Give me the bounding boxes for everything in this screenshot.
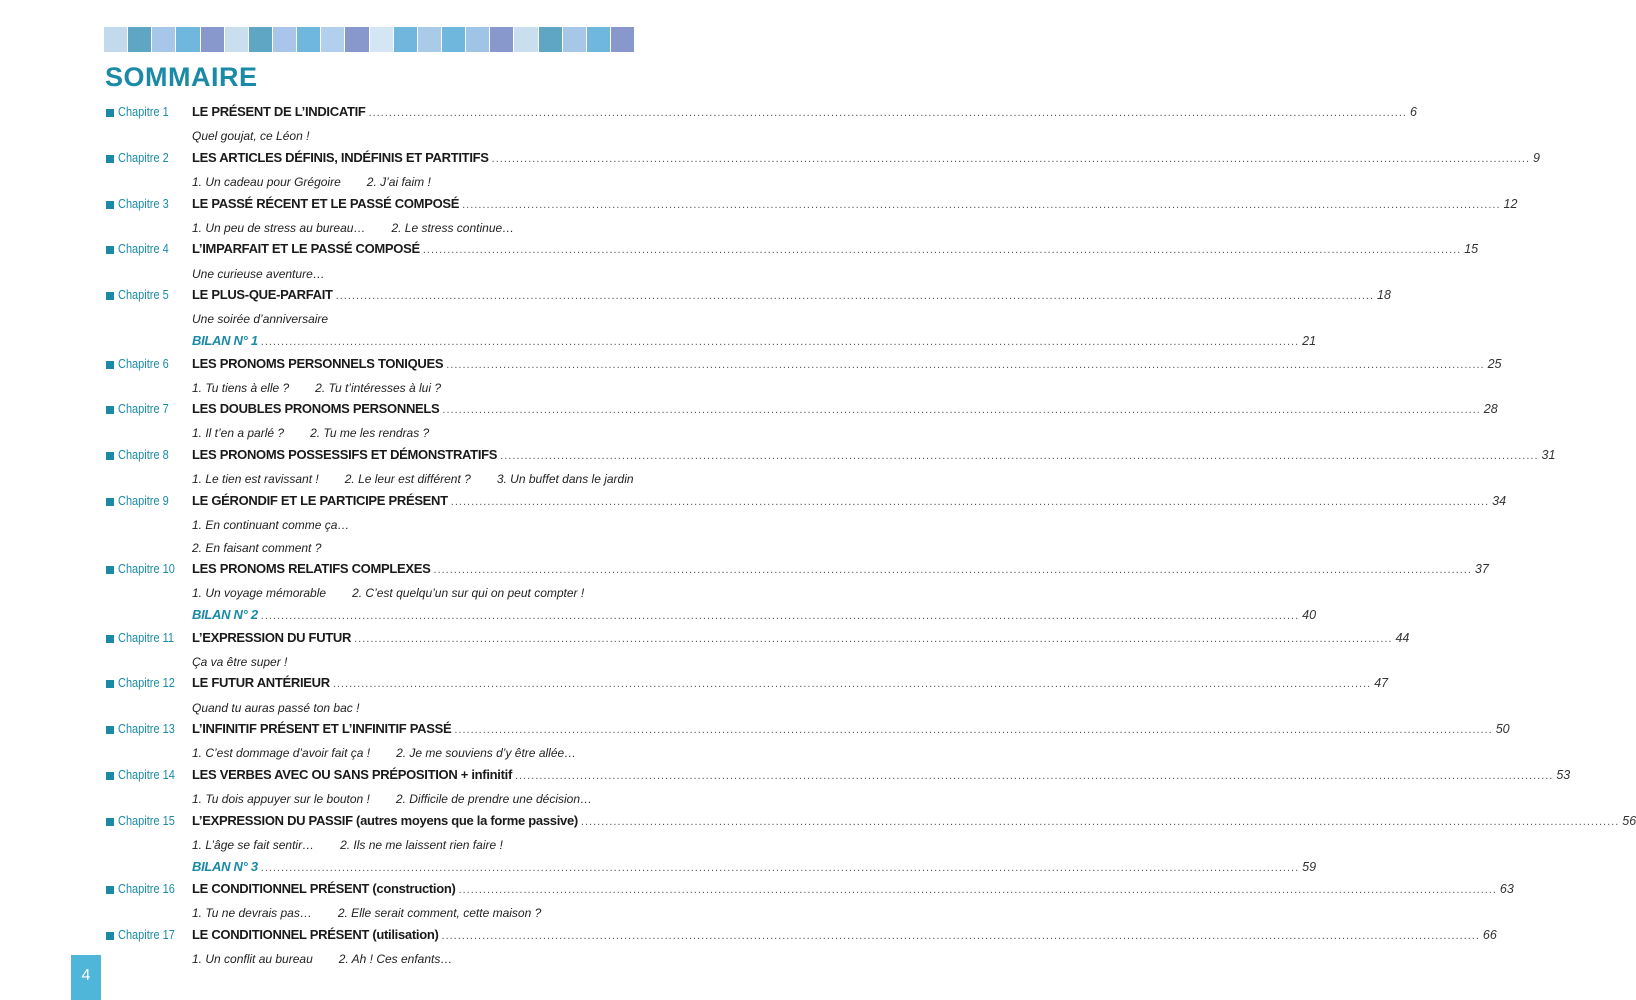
subtitle-group xyxy=(192,175,457,189)
toc-subtitle-row xyxy=(104,264,634,287)
strip-square xyxy=(418,27,441,52)
dot-leader: ................................................................................................................................................................................................................................................................ xyxy=(514,769,1554,782)
table-of-contents xyxy=(104,103,1636,972)
page-ref: 50 xyxy=(1495,722,1510,737)
lesson-subtitle: Quel goujat, ce Léon ! xyxy=(192,129,310,144)
lesson-subtitle: 2. J’ai faim ! xyxy=(366,174,431,189)
toc-chapter-row xyxy=(104,240,1479,263)
toc-entry-line[interactable] xyxy=(192,447,1556,463)
toc-chapter-row xyxy=(104,195,1518,218)
strip-square xyxy=(128,27,151,52)
dot-leader: ................................................................................................................................................................................................................................................................ xyxy=(458,884,1497,897)
strip-square xyxy=(297,27,320,52)
square-bullet-icon xyxy=(106,886,114,894)
lesson-subtitle: 2. Elle serait comment, cette maison ? xyxy=(337,906,542,921)
strip-square xyxy=(563,27,586,52)
bilan-title: BILAN N° 3 xyxy=(192,858,258,874)
toc-subtitle-row xyxy=(104,126,634,149)
strip-square xyxy=(345,27,368,52)
chapter-title: LE PLUS-QUE-PARFAIT xyxy=(192,287,333,303)
toc-bilan-row xyxy=(104,332,1317,355)
chapter-title: LES PRONOMS PERSONNELS TONIQUES xyxy=(192,355,444,371)
subtitle-group xyxy=(192,746,602,760)
square-bullet-icon xyxy=(106,635,114,643)
toc-chapter-row xyxy=(104,629,1410,652)
subtitle-group xyxy=(192,472,660,486)
toc-subtitle-row xyxy=(104,835,634,858)
subtitle-group xyxy=(192,426,455,440)
page-ref: 31 xyxy=(1541,448,1556,463)
toc-entry-line[interactable] xyxy=(192,675,1389,691)
square-bullet-icon xyxy=(106,361,114,369)
toc-subtitle-row xyxy=(104,469,634,492)
dot-leader: ................................................................................................................................................................................................................................................................ xyxy=(260,335,1300,348)
strip-square xyxy=(104,27,127,52)
strip-square xyxy=(201,27,224,52)
lesson-subtitle: 2. Le stress continue… xyxy=(391,220,515,235)
decorative-color-strip xyxy=(104,27,634,52)
page-ref: 66 xyxy=(1482,927,1497,942)
square-bullet-icon xyxy=(106,772,114,780)
square-bullet-icon xyxy=(106,680,114,688)
subtitle-group xyxy=(192,838,529,852)
toc-chapter-row xyxy=(104,400,1498,423)
strip-square xyxy=(466,27,489,52)
dot-leader: ................................................................................................................................................................................................................................................................ xyxy=(260,861,1300,874)
page-ref: 44 xyxy=(1395,630,1410,645)
dot-leader: ................................................................................................................................................................................................................................................................ xyxy=(580,815,1620,828)
toc-subtitle-row xyxy=(104,515,634,538)
toc-entry-line[interactable] xyxy=(192,149,1540,165)
square-bullet-icon xyxy=(106,406,114,414)
dot-leader: ................................................................................................................................................................................................................................................................ xyxy=(462,198,1501,211)
toc-subtitle-row xyxy=(104,583,634,606)
dot-leader: ................................................................................................................................................................................................................................................................ xyxy=(335,290,1375,303)
lesson-subtitle: 2. Tu me les rendras ? xyxy=(310,426,430,441)
chapter-label: Chapitre 8 xyxy=(118,448,169,463)
subtitle-group xyxy=(192,518,375,532)
strip-square xyxy=(490,27,513,52)
toc-entry-line[interactable] xyxy=(192,241,1479,257)
chapter-title: LE FUTUR ANTÉRIEUR xyxy=(192,675,330,691)
dot-leader: ................................................................................................................................................................................................................................................................ xyxy=(368,107,1407,119)
toc-chapter-row xyxy=(104,674,1389,697)
chapter-label: Chapitre 4 xyxy=(118,242,169,257)
page-ref: 18 xyxy=(1377,288,1391,303)
toc-entry-line[interactable] xyxy=(192,881,1514,897)
toc-subtitle-row xyxy=(104,789,634,812)
chapter-title: LE GÉRONDIF ET LE PARTICIPE PRÉSENT xyxy=(192,492,448,508)
lesson-subtitle: 1. En continuant comme ça… xyxy=(192,518,350,533)
chapter-label: Chapitre 9 xyxy=(118,493,169,508)
page-ref: 53 xyxy=(1556,767,1571,782)
lesson-subtitle: 2. Difficile de prendre une décision… xyxy=(395,792,592,807)
chapter-label: Chapitre 3 xyxy=(118,196,169,211)
toc-entry-line[interactable] xyxy=(192,926,1497,942)
chapter-title: LE PRÉSENT DE L’INDICATIF xyxy=(192,104,366,119)
chapter-label: Chapitre 12 xyxy=(118,676,175,691)
toc-chapter-row xyxy=(104,812,1636,835)
strip-square xyxy=(152,27,175,52)
strip-square xyxy=(442,27,465,52)
page-ref: 40 xyxy=(1302,608,1317,622)
toc-subtitle-row xyxy=(104,378,634,401)
lesson-subtitle: 1. Il t’en a parlé ? xyxy=(192,426,285,441)
subtitle-group xyxy=(192,129,335,143)
dot-leader: ................................................................................................................................................................................................................................................................ xyxy=(491,152,1531,165)
page-ref: 59 xyxy=(1302,859,1317,874)
square-bullet-icon xyxy=(106,452,114,460)
subtitle-group xyxy=(192,541,347,555)
toc-subtitle-row xyxy=(104,698,634,721)
toc-entry-line[interactable] xyxy=(192,492,1507,508)
chapter-label: Chapitre 15 xyxy=(118,813,175,828)
chapter-label: Chapitre 6 xyxy=(118,356,169,371)
toc-entry-line[interactable] xyxy=(192,401,1498,417)
chapter-title: L’EXPRESSION DU PASSIF (autres moyens que la forme passive) xyxy=(192,812,578,828)
lesson-subtitle: 1. Un cadeau pour Grégoire xyxy=(192,174,341,189)
bilan-title: BILAN N° 2 xyxy=(192,607,258,622)
toc-subtitle-row xyxy=(104,949,634,972)
chapter-label: Chapitre 14 xyxy=(118,767,175,782)
dot-leader: ................................................................................................................................................................................................................................................................ xyxy=(332,678,1372,691)
toc-entry-line[interactable] xyxy=(192,629,1410,645)
chapter-title: L’EXPRESSION DU FUTUR xyxy=(192,629,352,645)
toc-subtitle-row xyxy=(104,743,634,766)
lesson-subtitle: 1. Le tien est ravissant ! xyxy=(192,472,319,487)
page-ref: 9 xyxy=(1533,150,1540,165)
chapter-label: Chapitre 17 xyxy=(118,927,175,942)
square-bullet-icon xyxy=(106,566,114,574)
strip-square xyxy=(611,27,634,52)
chapter-label: Chapitre 13 xyxy=(118,722,175,737)
page-ref: 12 xyxy=(1503,196,1518,211)
lesson-subtitle: 2. Ils ne me laissent rien faire ! xyxy=(340,837,503,852)
lesson-subtitle: 2. Le leur est différent ? xyxy=(344,472,471,487)
square-bullet-icon xyxy=(106,155,114,163)
lesson-subtitle: 2. C’est quelqu’un sur qui on peut compter ! xyxy=(352,586,585,601)
strip-square xyxy=(514,27,537,52)
page-ref: 37 xyxy=(1474,562,1489,577)
toc-entry-line[interactable] xyxy=(192,287,1391,303)
strip-square xyxy=(321,27,344,52)
lesson-subtitle: 2. En faisant comment ? xyxy=(192,540,322,555)
strip-square xyxy=(225,27,248,52)
subtitle-group xyxy=(192,655,313,669)
lesson-subtitle: Ça va être super ! xyxy=(192,654,288,669)
square-bullet-icon xyxy=(106,726,114,734)
toc-chapter-row xyxy=(104,766,1571,789)
lesson-subtitle: 1. Un voyage mémorable xyxy=(192,586,327,601)
subtitle-group xyxy=(192,267,351,281)
chapter-label: Chapitre 1 xyxy=(118,105,169,119)
lesson-subtitle: 2. Ah ! Ces enfants… xyxy=(338,952,453,967)
toc-chapter-row xyxy=(104,880,1514,903)
page-number: 4 xyxy=(81,967,91,984)
chapter-title: LES VERBES AVEC OU SANS PRÉPOSITION + infinitif xyxy=(192,766,512,782)
subtitle-group xyxy=(192,701,385,715)
subtitle-group xyxy=(192,952,478,966)
toc-entry-line[interactable] xyxy=(192,766,1571,782)
toc-subtitle-row xyxy=(104,309,634,332)
toc-chapter-row xyxy=(104,149,1540,172)
chapter-label: Chapitre 16 xyxy=(118,882,175,897)
chapter-title: LES PRONOMS POSSESSIFS ET DÉMONSTRATIFS xyxy=(192,447,498,463)
page-ref: 63 xyxy=(1499,882,1514,897)
toc-subtitle-row xyxy=(104,903,634,926)
lesson-subtitle: 1. Tu tiens à elle ? xyxy=(192,380,290,395)
toc-subtitle-row xyxy=(104,172,634,195)
subtitle-group xyxy=(192,312,354,326)
toc-entry-line[interactable] xyxy=(192,812,1636,828)
page-title: SOMMAIRE xyxy=(105,62,258,92)
subtitle-group xyxy=(192,381,467,395)
chapter-title: LES ARTICLES DÉFINIS, INDÉFINIS ET PARTITIFS xyxy=(192,149,489,165)
lesson-subtitle: 1. C’est dommage d’avoir fait ça ! xyxy=(192,746,371,761)
subtitle-group xyxy=(192,586,610,600)
toc-bilan-row xyxy=(104,606,1317,629)
square-bullet-icon xyxy=(106,818,114,826)
dot-leader: ................................................................................................................................................................................................................................................................ xyxy=(454,724,1493,737)
toc-chapter-row xyxy=(104,926,1497,949)
square-bullet-icon xyxy=(106,246,114,254)
square-bullet-icon xyxy=(106,292,114,300)
subtitle-group xyxy=(192,906,567,920)
dot-leader: ................................................................................................................................................................................................................................................................ xyxy=(442,404,1481,417)
page-ref: 47 xyxy=(1374,676,1389,691)
toc-chapter-row xyxy=(104,492,1507,515)
toc-entry-line[interactable] xyxy=(192,355,1502,371)
strip-square xyxy=(539,27,562,52)
page-number-badge xyxy=(71,955,101,1000)
dot-leader: ................................................................................................................................................................................................................................................................ xyxy=(450,495,1490,508)
chapter-title: L’INFINITIF PRÉSENT ET L’INFINITIF PASSÉ xyxy=(192,721,452,737)
lesson-subtitle: Quand tu auras passé ton bac ! xyxy=(192,700,360,715)
strip-square xyxy=(394,27,417,52)
chapter-label: Chapitre 2 xyxy=(118,150,169,165)
toc-entry-line[interactable] xyxy=(192,332,1317,348)
subtitle-group xyxy=(192,221,540,235)
square-bullet-icon xyxy=(106,201,114,209)
toc-chapter-row xyxy=(104,286,1391,309)
page-ref: 56 xyxy=(1622,813,1636,828)
page-ref: 28 xyxy=(1483,402,1498,417)
lesson-subtitle: 1. Un conflit au bureau xyxy=(192,952,313,967)
strip-square xyxy=(273,27,296,52)
strip-square xyxy=(370,27,393,52)
toc-subtitle-row xyxy=(104,218,634,241)
square-bullet-icon xyxy=(106,109,114,117)
lesson-subtitle: 2. Tu t’intéresses à lui ? xyxy=(315,380,442,395)
toc-entry-line[interactable] xyxy=(192,858,1317,874)
toc-subtitle-row xyxy=(104,538,634,561)
chapter-label: Chapitre 5 xyxy=(118,288,169,303)
strip-square xyxy=(587,27,610,52)
chapter-title: L’IMPARFAIT ET LE PASSÉ COMPOSÉ xyxy=(192,241,420,257)
lesson-subtitle: 2. Je me souviens d’y être allée… xyxy=(396,746,577,761)
chapter-label: Chapitre 10 xyxy=(118,562,175,577)
toc-subtitle-row xyxy=(104,423,634,446)
toc-subtitle-row xyxy=(104,652,634,675)
bilan-title: BILAN N° 1 xyxy=(192,332,258,348)
dot-leader: ................................................................................................................................................................................................................................................................ xyxy=(354,632,1393,645)
dot-leader: ................................................................................................................................................................................................................................................................ xyxy=(446,358,1485,371)
chapter-title: LE PASSÉ RÉCENT ET LE PASSÉ COMPOSÉ xyxy=(192,195,460,211)
chapter-title: LES PRONOMS RELATIFS COMPLEXES xyxy=(192,561,431,577)
lesson-subtitle: 1. L’âge se fait sentir… xyxy=(192,837,315,852)
toc-entry-line[interactable] xyxy=(192,104,1417,119)
toc-chapter-row xyxy=(104,446,1556,469)
lesson-subtitle: Une curieuse aventure… xyxy=(192,266,325,281)
toc-entry-line[interactable] xyxy=(192,195,1518,211)
subtitle-group xyxy=(192,792,618,806)
lesson-subtitle: 3. Un buffet dans le jardin xyxy=(496,472,634,487)
lesson-subtitle: 1. Tu dois appuyer sur le bouton ! xyxy=(192,792,370,807)
lesson-subtitle: 1. Tu ne devrais pas… xyxy=(192,906,312,921)
dot-leader: ................................................................................................................................................................................................................................................................ xyxy=(260,610,1300,622)
toc-chapter-row xyxy=(104,720,1510,743)
strip-square xyxy=(249,27,272,52)
square-bullet-icon xyxy=(106,498,114,506)
page-ref: 6 xyxy=(1409,105,1417,119)
toc-bilan-row xyxy=(104,858,1317,881)
toc-chapter-row xyxy=(104,355,1502,378)
strip-square xyxy=(176,27,199,52)
chapter-label: Chapitre 11 xyxy=(118,630,175,645)
page-ref: 25 xyxy=(1487,356,1502,371)
dot-leader: ................................................................................................................................................................................................................................................................ xyxy=(422,244,1462,257)
toc-chapter-row xyxy=(104,560,1489,583)
toc-entry-line[interactable] xyxy=(192,561,1489,577)
page-ref: 15 xyxy=(1464,242,1479,257)
dot-leader: ................................................................................................................................................................................................................................................................ xyxy=(433,564,1472,577)
chapter-title: LE CONDITIONNEL PRÉSENT (construction) xyxy=(192,881,456,897)
lesson-subtitle: 1. Un peu de stress au bureau… xyxy=(192,220,366,235)
page-ref: 21 xyxy=(1302,333,1317,348)
toc-entry-line[interactable] xyxy=(192,721,1510,737)
chapter-title: LES DOUBLES PRONOMS PERSONNELS xyxy=(192,401,440,417)
toc-entry-line[interactable] xyxy=(192,607,1317,622)
dot-leader: ................................................................................................................................................................................................................................................................ xyxy=(500,450,1539,463)
page-ref: 34 xyxy=(1492,493,1507,508)
chapter-title: LE CONDITIONNEL PRÉSENT (utilisation) xyxy=(192,926,439,942)
lesson-subtitle: Une soirée d’anniversaire xyxy=(192,312,329,327)
toc-chapter-row xyxy=(104,103,1417,126)
dot-leader: ................................................................................................................................................................................................................................................................ xyxy=(441,929,1480,942)
square-bullet-icon xyxy=(106,932,114,940)
chapter-label: Chapitre 7 xyxy=(118,402,169,417)
